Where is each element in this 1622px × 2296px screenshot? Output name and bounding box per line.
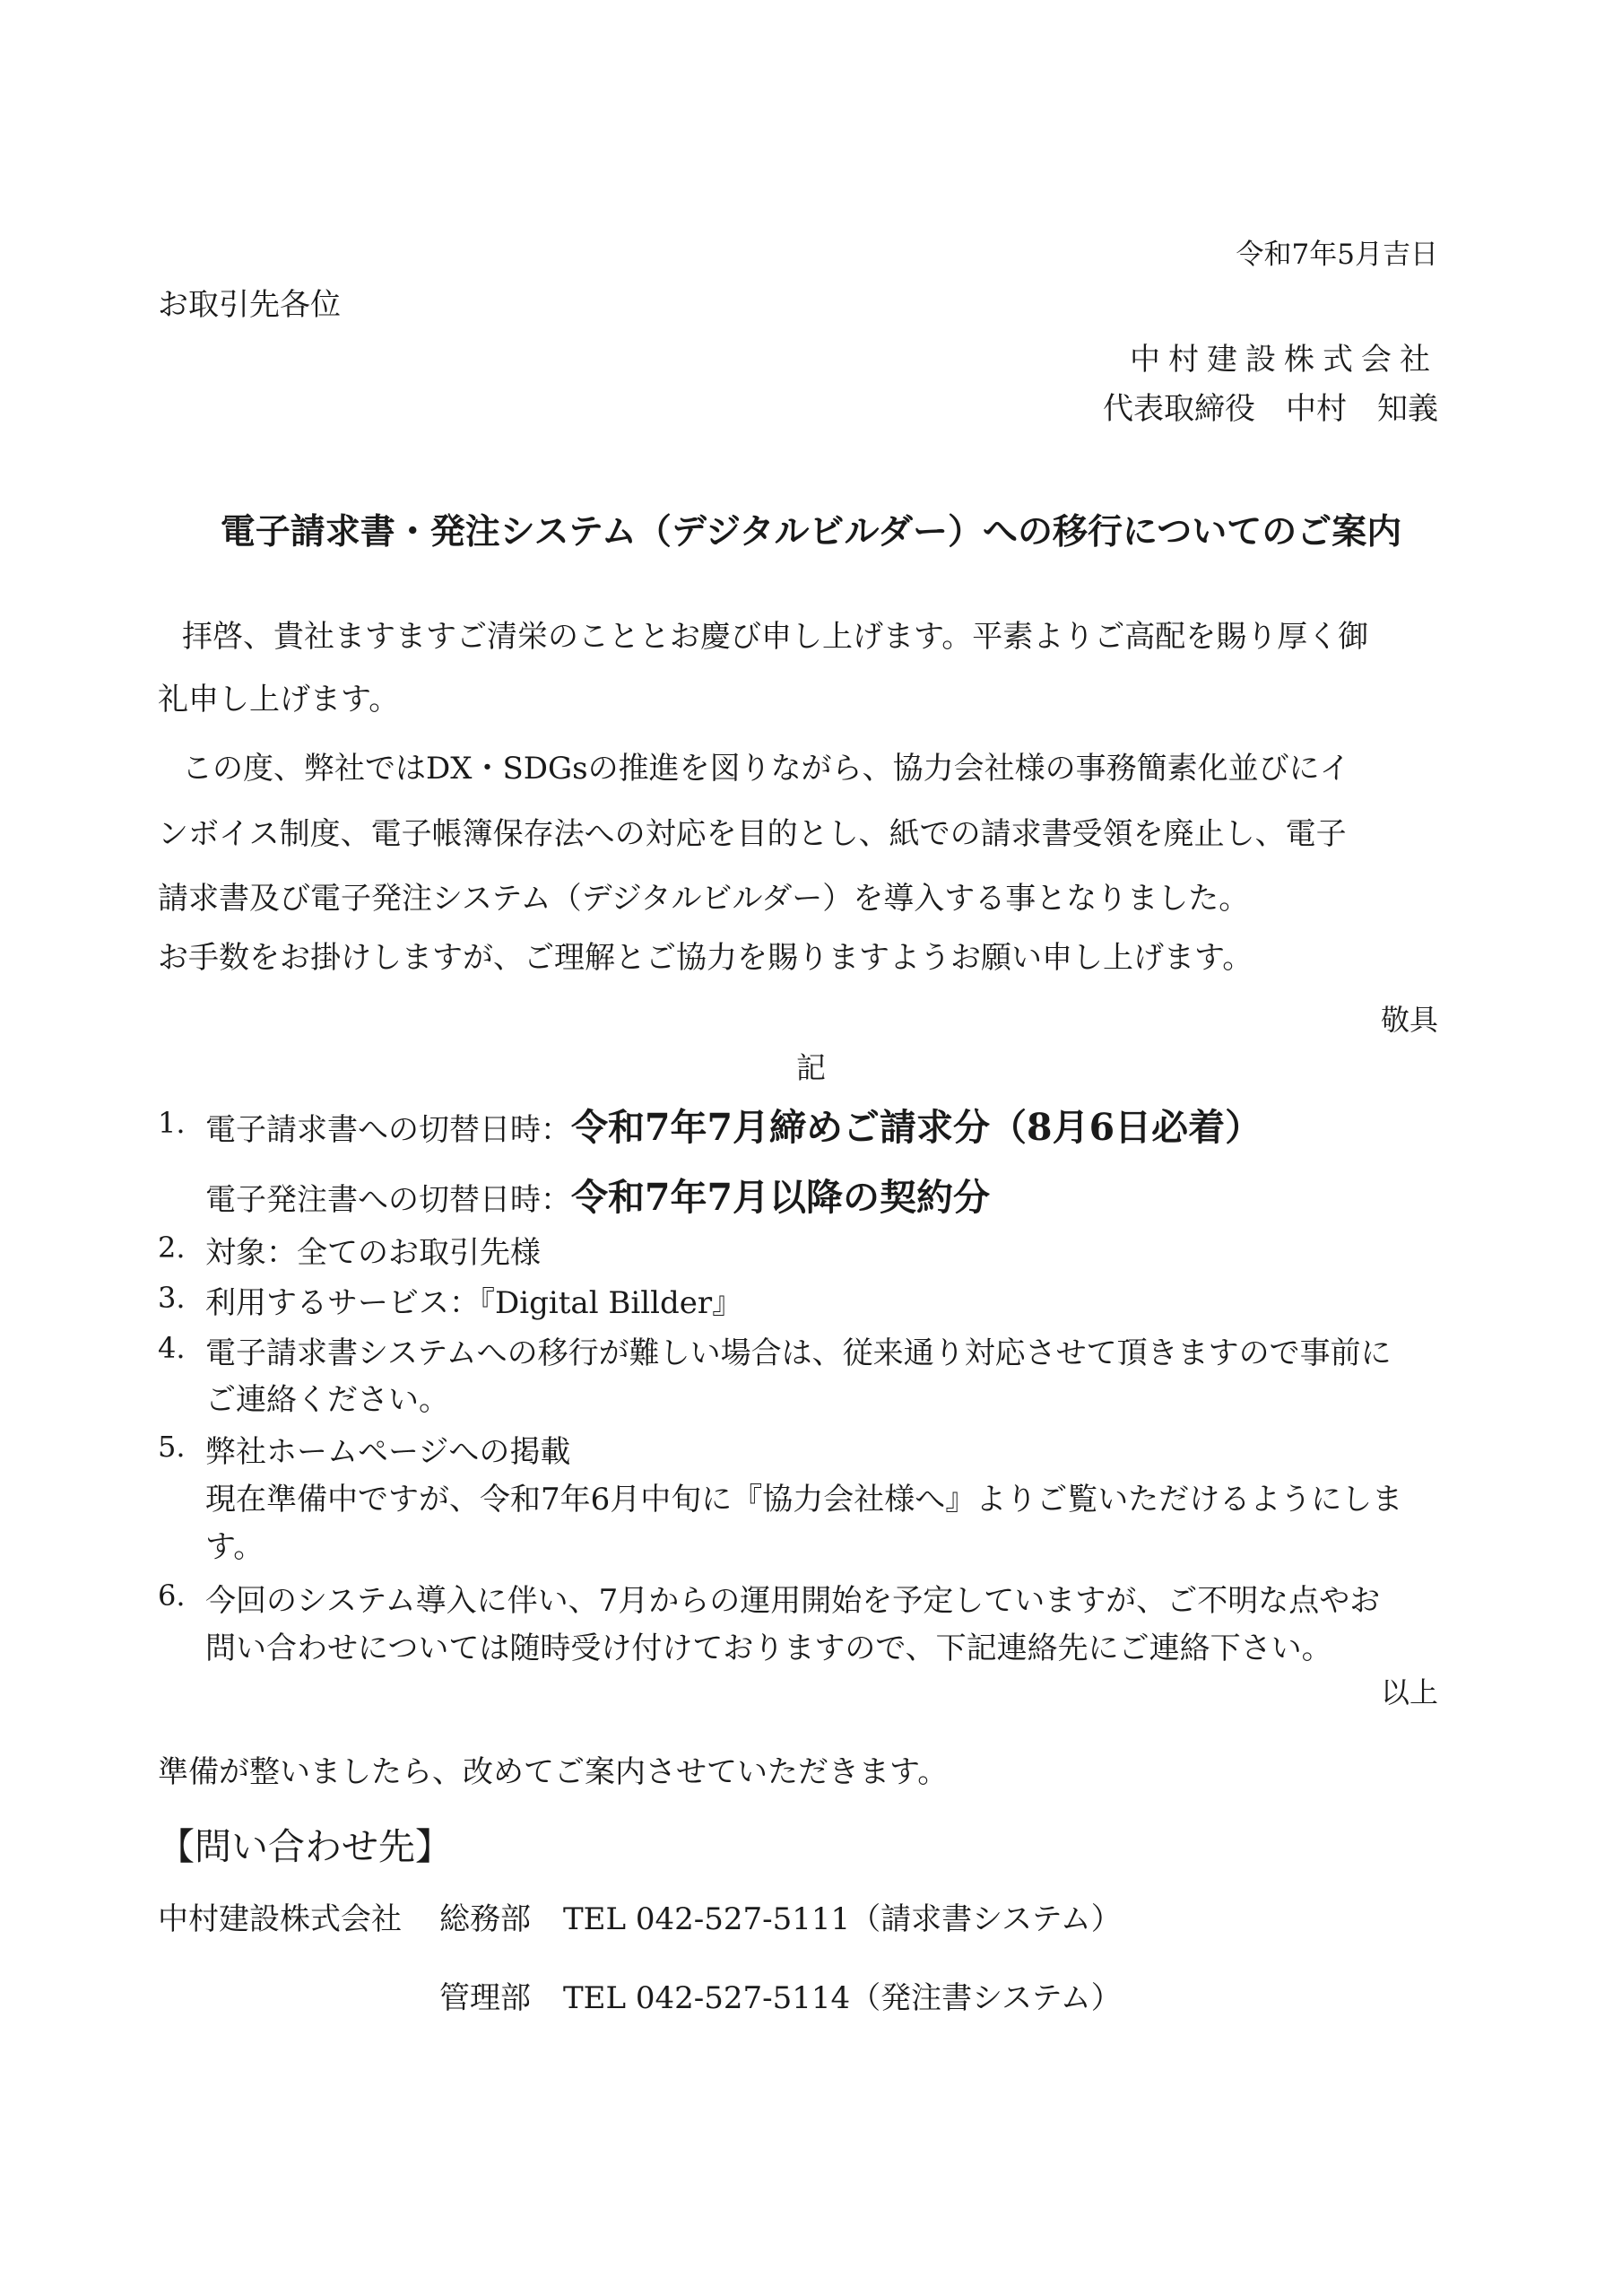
- item-6-line-1: 今回のシステム導入に伴い、7月からの運用開始を予定していますが、ご不明な点やお: [205, 1583, 1381, 1619]
- body-paragraph-2-line-1: この度、弊社ではDX・SDGsの推進を図りながら、協力会社様の事務簡素化並びにイ: [182, 751, 1350, 787]
- body-paragraph-2-line-2: ンボイス制度、電子帳簿保存法への対応を目的とし、紙での請求書受領を廃止し、電子: [158, 816, 1347, 852]
- item-4-line-2: ご連絡ください。: [205, 1382, 449, 1418]
- contact-2-phone: TEL 042-527-5114（発注書システム）: [563, 1980, 1122, 2016]
- sender-company: 中村建設株式会社: [1130, 342, 1438, 378]
- item-1b: [205, 1168, 990, 1221]
- item-1-label: 電子請求書への切替日時：: [205, 1112, 571, 1148]
- item-5-line-2: 現在準備中ですが、令和7年6月中旬に『協力会社様へ』よりご覧いただけるようにしま: [205, 1482, 1403, 1518]
- item-1-number: 1.: [158, 1106, 186, 1140]
- body-paragraph-1-line-1: 拝啓、貴社ますますご清栄のこととお慶び申し上げます。平素よりご高配を賜り厚く御: [182, 619, 1369, 655]
- item-2-number: 2.: [158, 1231, 186, 1265]
- contact-1-phone: TEL 042-527-5111（請求書システム）: [563, 1901, 1122, 1937]
- item-3-text: 利用するサービス：『Digital Billder』: [205, 1285, 743, 1321]
- recipient: お取引先各位: [158, 287, 341, 323]
- preparation-note: 準備が整いましたら、改めてご案内させていただきます。: [158, 1754, 949, 1790]
- item-5-line-1: 弊社ホームページへの掲載: [205, 1434, 571, 1470]
- item-2-text: 対象：全てのお取引先様: [205, 1235, 541, 1271]
- contact-2-department: 管理部: [439, 1980, 531, 2016]
- body-paragraph-1-line-2: 礼申し上げます。: [158, 682, 400, 718]
- item-4-number: 4.: [158, 1331, 186, 1365]
- body-paragraph-2-line-3: 請求書及び電子発注システム（デジタルビルダー）を導入する事となりました。: [158, 881, 1250, 917]
- item-4-line-1: 電子請求書システムへの移行が難しい場合は、従来通り対応させて頂きますので事前に: [205, 1335, 1392, 1371]
- item-3-number: 3.: [158, 1281, 186, 1315]
- closing-keigu: 敬具: [1380, 1003, 1438, 1037]
- item-6-number: 6.: [158, 1578, 186, 1613]
- sender-representative: 代表取締役 中村 知義: [1103, 391, 1438, 427]
- item-5-number: 5.: [158, 1430, 186, 1464]
- body-paragraph-3: お手数をお掛けしますが、ご理解とご協力を賜りますようお願い申し上げます。: [158, 940, 1253, 976]
- contact-heading: 【問い合わせ先】: [158, 1825, 452, 1868]
- document-date: 令和7年5月吉日: [1236, 239, 1438, 271]
- item-5-line-3: す。: [205, 1529, 265, 1565]
- closing-ijou: 以上: [1380, 1675, 1438, 1709]
- document-title: 電子請求書・発注システム（デジタルビルダー）への移行についてのご案内: [220, 511, 1402, 552]
- item-1-value: 令和7年7月締めご請求分（8月6日必着）: [571, 1106, 1262, 1149]
- item-1: [205, 1098, 1262, 1151]
- contact-1-company: 中村建設株式会社: [158, 1901, 402, 1937]
- item-6-line-2: 問い合わせについては随時受け付けておりますので、下記連絡先にご連絡下さい。: [205, 1631, 1332, 1666]
- item-1b-label: 電子発注書への切替日時：: [205, 1182, 571, 1218]
- ki-heading: 記: [796, 1050, 826, 1085]
- item-1b-value: 令和7年7月以降の契約分: [571, 1176, 991, 1219]
- contact-1-department: 総務部: [439, 1901, 531, 1937]
